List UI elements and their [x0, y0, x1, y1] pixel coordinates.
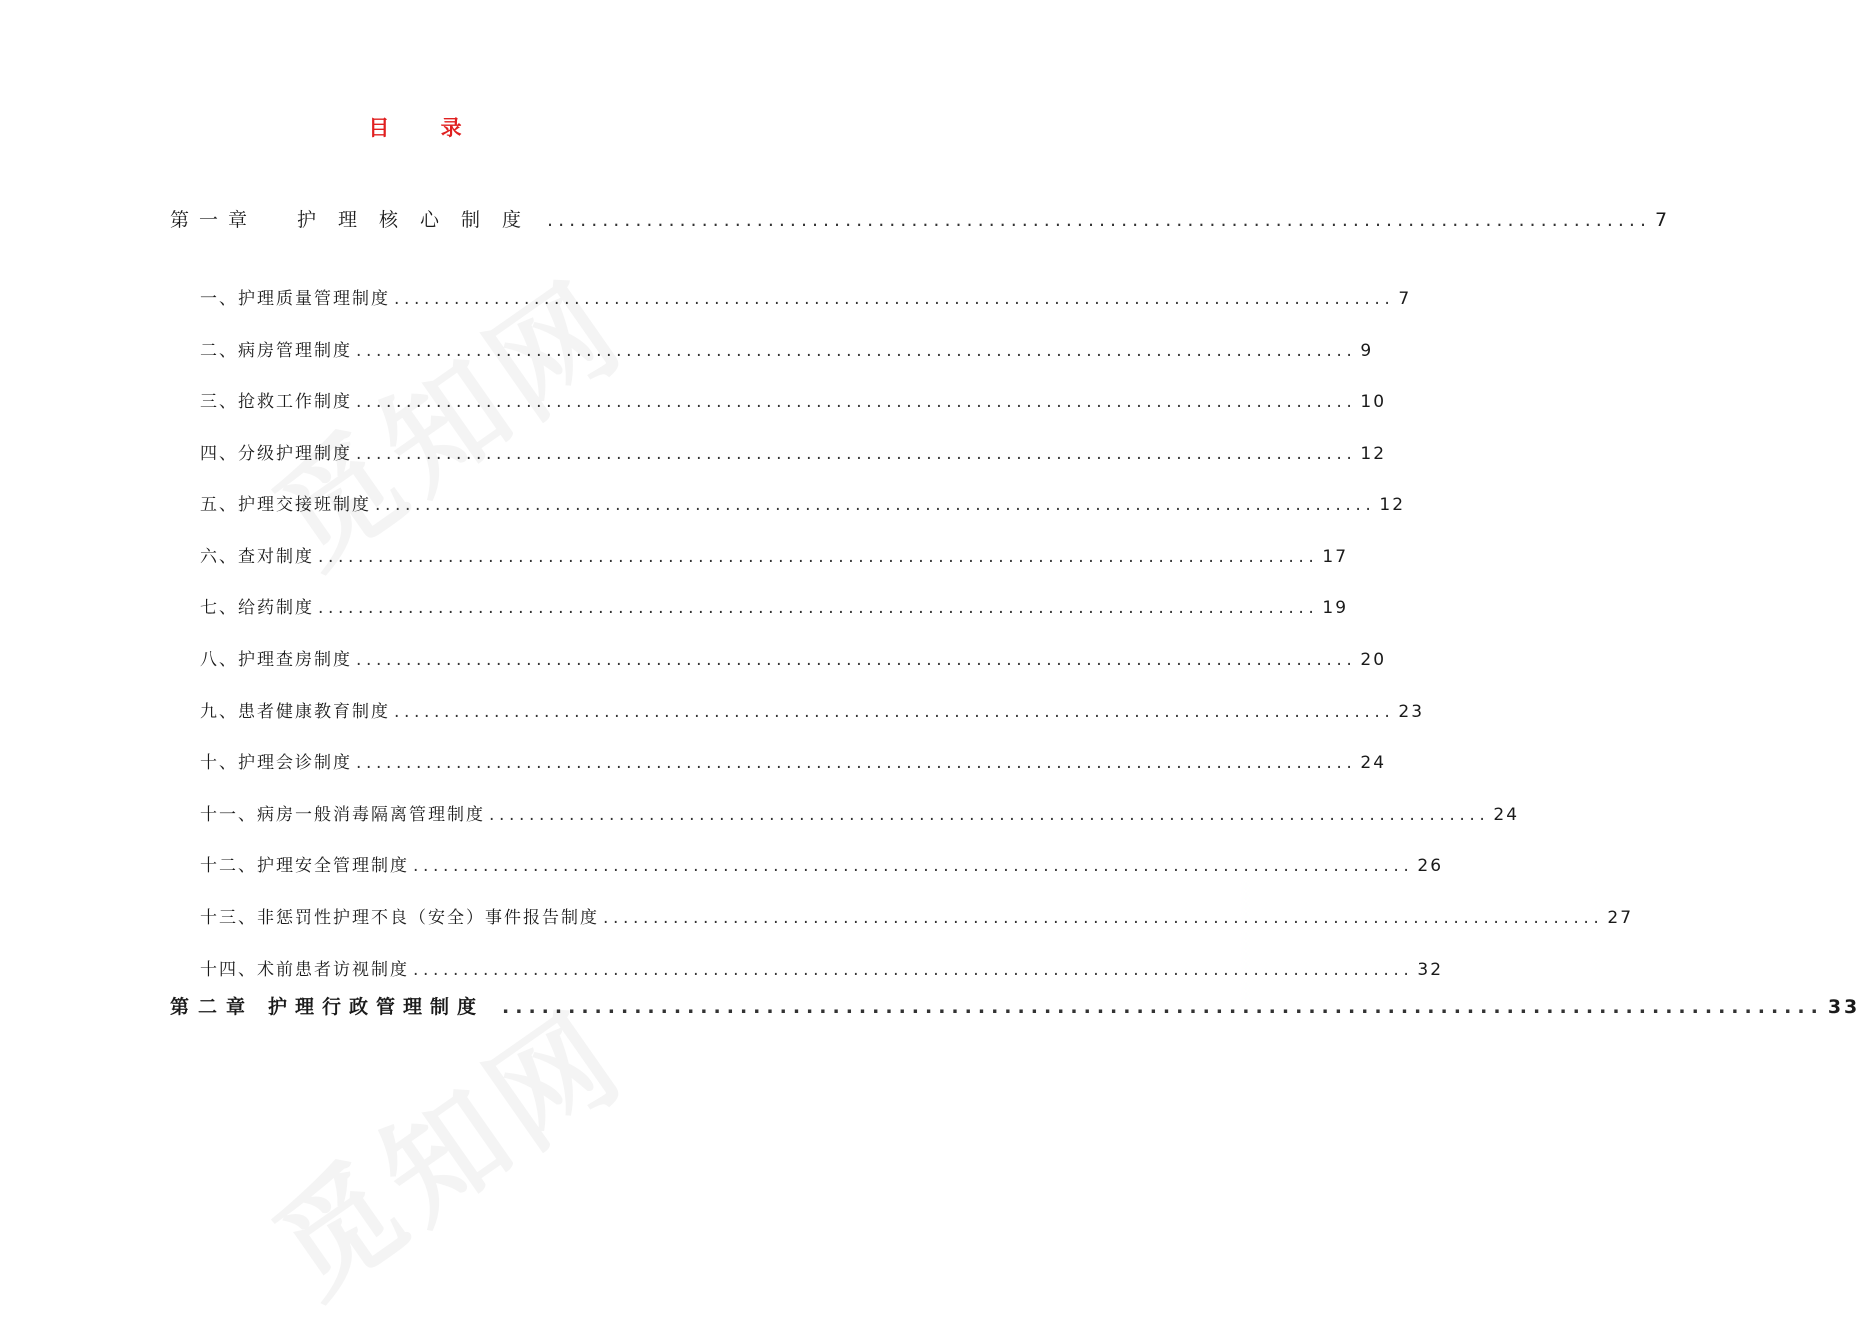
- page-number: 7: [1398, 289, 1412, 309]
- toc-section[interactable]: [200, 336, 1374, 361]
- dot-leader: ....................................................................................................: [356, 341, 1357, 361]
- page-number: 33: [1827, 996, 1860, 1018]
- dot-leader: ....................................................................................................: [394, 289, 1395, 309]
- chapter-title: 护理行政管理制度: [268, 996, 485, 1018]
- page-number: 19: [1322, 598, 1349, 618]
- dot-leader: ....................................................................................................: [502, 996, 1824, 1018]
- dot-leader: ....................................................................................................: [318, 547, 1319, 567]
- page-number: 24: [1493, 805, 1520, 825]
- dot-leader: ....................................................................................................: [413, 960, 1414, 980]
- section-label: 四、分级护理制度: [200, 444, 352, 464]
- section-label: 五、护理交接班制度: [200, 495, 371, 515]
- section-label: 十二、护理安全管理制度: [200, 856, 409, 876]
- chapter-number: 第一章: [170, 209, 258, 231]
- toc-section[interactable]: [200, 439, 1387, 464]
- toc-section[interactable]: [200, 645, 1387, 670]
- toc-section[interactable]: [200, 284, 1412, 309]
- section-label: 十、护理会诊制度: [200, 753, 352, 773]
- section-label: 六、查对制度: [200, 547, 314, 567]
- toc-section[interactable]: [200, 800, 1520, 825]
- toc-section[interactable]: [200, 490, 1406, 515]
- dot-leader: ....................................................................................................: [356, 444, 1357, 464]
- page-number: 7: [1655, 209, 1674, 231]
- toc-section[interactable]: [200, 748, 1387, 773]
- chapter-title: 护理核心制度: [297, 209, 544, 231]
- toc-chapter-1[interactable]: [170, 205, 1674, 232]
- page-number: 26: [1417, 856, 1444, 876]
- section-label: 三、抢救工作制度: [200, 392, 352, 412]
- dot-leader: ....................................................................................................: [413, 856, 1414, 876]
- dot-leader: ....................................................................................................: [318, 598, 1319, 618]
- page-number: 20: [1360, 650, 1387, 670]
- section-label: 八、护理查房制度: [200, 650, 352, 670]
- toc-section[interactable]: [200, 593, 1349, 618]
- section-label: 九、患者健康教育制度: [200, 702, 390, 722]
- dot-leader: ....................................................................................................: [603, 908, 1604, 928]
- page-number: 27: [1607, 908, 1634, 928]
- chapter-number: 第二章: [170, 996, 255, 1018]
- dot-leader: ....................................................................................................: [394, 702, 1395, 722]
- toc-section[interactable]: [200, 697, 1425, 722]
- page-number: 23: [1398, 702, 1425, 722]
- dot-leader: ....................................................................................................: [375, 495, 1376, 515]
- page-number: 12: [1360, 444, 1387, 464]
- section-label: 二、病房管理制度: [200, 341, 352, 361]
- section-label: 十四、术前患者访视制度: [200, 960, 409, 980]
- section-label: 十三、非惩罚性护理不良（安全）事件报告制度: [200, 908, 599, 928]
- toc-section[interactable]: [200, 542, 1349, 567]
- dot-leader: ....................................................................................................: [356, 650, 1357, 670]
- toc-section[interactable]: [200, 851, 1444, 876]
- section-label: 一、护理质量管理制度: [200, 289, 390, 309]
- page-number: 9: [1360, 341, 1374, 361]
- page-number: 32: [1417, 960, 1444, 980]
- page-number: 17: [1322, 547, 1349, 567]
- toc-section[interactable]: [200, 955, 1444, 980]
- toc-title: 目 录: [368, 116, 484, 140]
- dot-leader: ....................................................................................................: [356, 753, 1357, 773]
- toc-section[interactable]: [200, 903, 1634, 928]
- dot-leader: ....................................................................................................: [489, 805, 1490, 825]
- toc-chapter-2[interactable]: [170, 992, 1860, 1019]
- page-number: 24: [1360, 753, 1387, 773]
- page-number: 12: [1379, 495, 1406, 515]
- toc-section[interactable]: [200, 387, 1387, 412]
- dot-leader: ....................................................................................................: [547, 209, 1651, 231]
- section-label: 十一、病房一般消毒隔离管理制度: [200, 805, 485, 825]
- page-number: 10: [1360, 392, 1387, 412]
- dot-leader: ....................................................................................................: [356, 392, 1357, 412]
- section-label: 七、给药制度: [200, 598, 314, 618]
